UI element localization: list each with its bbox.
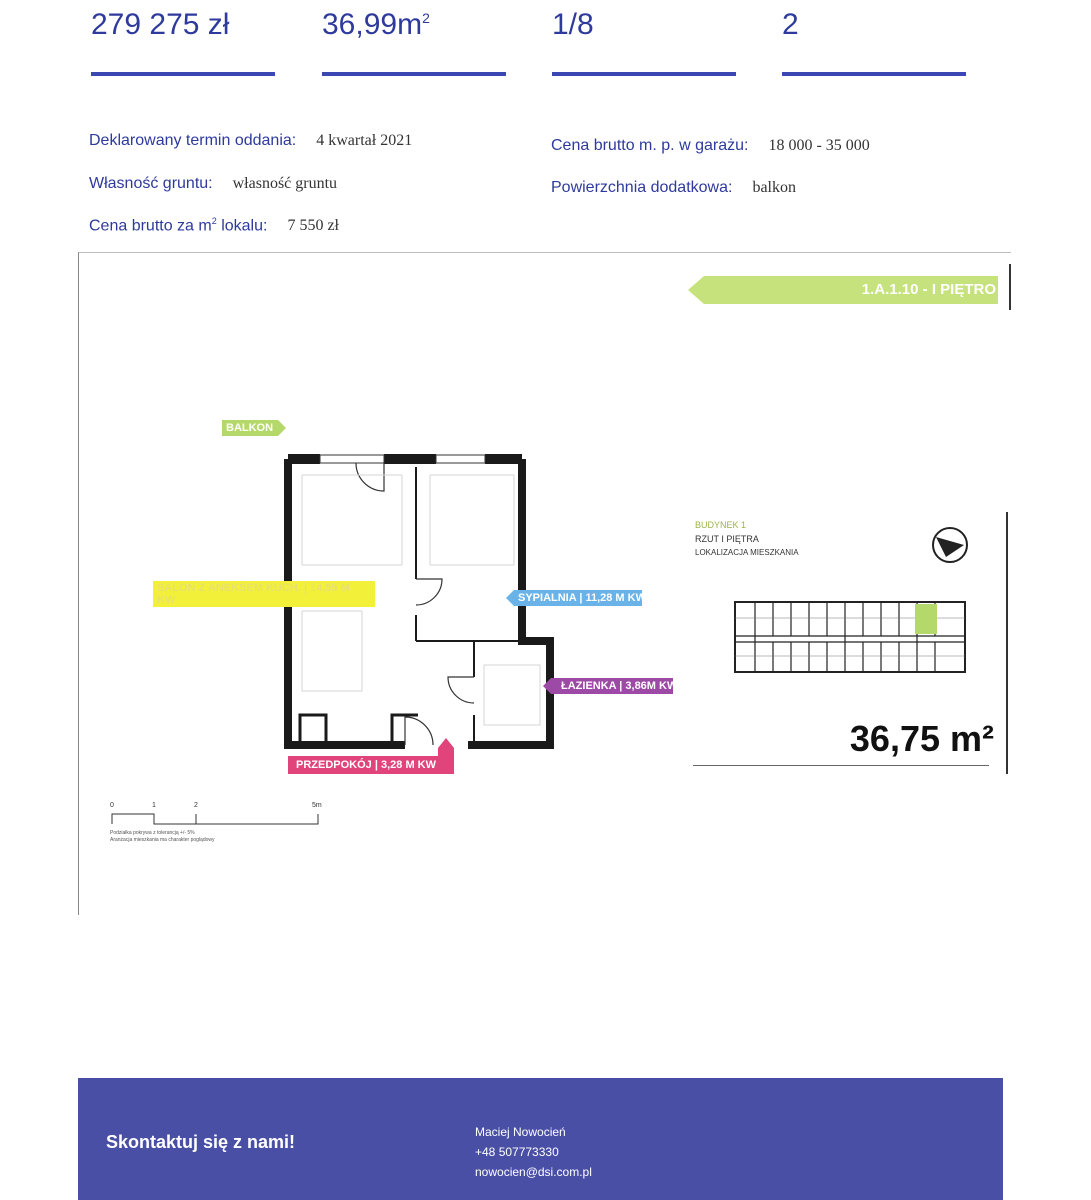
bathroom-label: ŁAZIENKA | 3,86M KW	[561, 680, 678, 692]
balcony-label: BALKON	[226, 422, 274, 434]
building-panel-right-line	[1006, 512, 1008, 774]
contact-details	[475, 1122, 592, 1182]
door-bathroom	[448, 677, 474, 703]
extra-area-row	[551, 179, 796, 197]
garage-row	[551, 137, 870, 155]
contact-phone[interactable]: +48 507773330	[475, 1145, 559, 1159]
living-room-label: SALON Z ANEKSEM KUCH. | 14,55 M KW	[153, 581, 375, 607]
building-location-map	[733, 598, 969, 678]
garage-value: 18 000 - 35 000	[768, 137, 870, 154]
scale-tick-5m: 5m	[312, 802, 322, 809]
area-superscript: 2	[422, 10, 430, 26]
rooms-value: 2	[782, 8, 799, 41]
land-value: własność gruntu	[232, 175, 338, 192]
plan-frame-right-line	[1009, 264, 1011, 310]
window-living	[320, 455, 384, 463]
land-row	[89, 175, 337, 193]
scale-tick-0: 0	[110, 802, 114, 809]
highlighted-unit	[915, 604, 937, 634]
price-m2-label-a: Cena brutto za m	[89, 217, 212, 235]
floor-stat	[552, 8, 594, 42]
bedroom-label: SYPIALNIA | 11,28 M KW	[518, 592, 646, 604]
delivery-row	[89, 132, 412, 150]
unit-code-label: 1.A.1.10 - I PIĘTRO	[861, 281, 996, 298]
scale-tick-1: 1	[152, 802, 156, 809]
delivery-value: 4 kwartał 2021	[316, 132, 413, 149]
area-value: 36,99m	[322, 8, 423, 41]
extra-area-value: balkon	[752, 179, 796, 196]
price-underline	[91, 72, 275, 76]
hall-label: PRZEDPOKÓJ | 3,28 M KW	[296, 759, 436, 771]
floor-underline	[552, 72, 736, 76]
extra-area-label: Powierzchnia dodatkowa:	[551, 179, 733, 196]
rooms-underline	[782, 72, 966, 76]
contact-cta: Skontaktuj się z nami!	[106, 1132, 296, 1152]
rooms-stat	[782, 8, 799, 42]
price-m2-label-sup: 2	[211, 216, 217, 226]
price-m2-row	[89, 216, 339, 235]
garage-label: Cena brutto m. p. w garażu:	[551, 137, 749, 154]
total-area: 36,75 m²	[849, 718, 994, 759]
building-line-1: BUDYNEK 1	[695, 520, 747, 530]
door-balcony	[356, 463, 384, 491]
compass-icon	[930, 525, 970, 565]
building-line-2: RZUT I PIĘTRA	[695, 534, 759, 544]
price-value: 279 275 zł	[91, 8, 230, 41]
scale-note-1: Podziałka pokrywa z tolerancją +/- 5%	[110, 830, 195, 836]
scale-bar	[108, 800, 328, 830]
floor-value: 1/8	[552, 8, 594, 41]
door-bedroom	[416, 579, 442, 605]
total-area-underline	[693, 765, 989, 766]
price-stat	[91, 8, 229, 42]
price-m2-value: 7 550 zł	[287, 217, 339, 235]
contact-footer	[78, 1078, 1003, 1200]
contact-email[interactable]: nowocien@dsi.com.pl	[475, 1165, 592, 1179]
price-m2-label-b: lokalu:	[216, 217, 268, 235]
building-line-3: LOKALIZACJA MIESZKANIA	[695, 548, 799, 557]
land-label: Własność gruntu:	[89, 175, 213, 192]
delivery-label: Deklarowany termin oddania:	[89, 132, 297, 149]
contact-name: Maciej Nowocień	[475, 1125, 566, 1139]
area-underline	[322, 72, 506, 76]
scale-tick-2: 2	[194, 802, 198, 809]
area-stat	[322, 8, 430, 42]
window-bedroom	[436, 455, 485, 463]
scale-note-2: Aranżacja mieszkania ma charakter poglądowy	[110, 837, 215, 843]
